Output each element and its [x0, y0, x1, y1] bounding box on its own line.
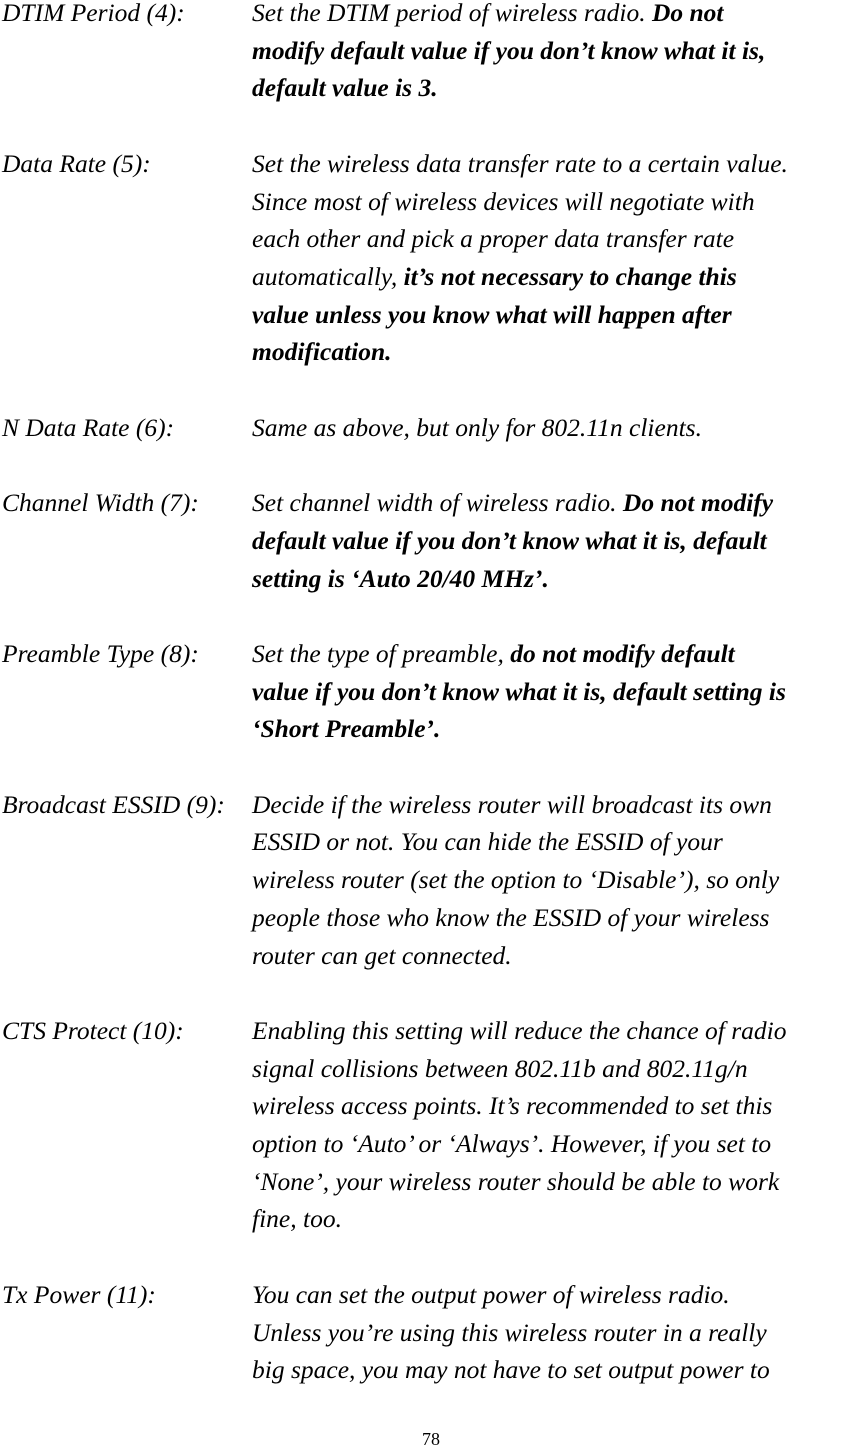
description-text: ‘None’, your wireless router should be able to work	[252, 1166, 780, 1196]
description-text: Set the wireless data transfer rate to a certain value.	[252, 148, 788, 178]
setting-description-line	[252, 1351, 770, 1389]
setting-label: Tx Power (11):	[2, 1279, 156, 1309]
setting-description-line	[252, 32, 765, 70]
setting-description-line	[252, 220, 734, 258]
setting-label: CTS Protect (10):	[2, 1015, 184, 1045]
description-text: big space, you may not have to set output power to	[252, 1355, 770, 1385]
setting-label: N Data Rate (6):	[2, 412, 175, 442]
setting-label: DTIM Period (4):	[2, 0, 185, 27]
emphasis-text: value unless you know what will happen after	[252, 299, 732, 329]
setting-description-line	[252, 333, 392, 371]
description-text: option to ‘Auto’ or ‘Always’. However, if you set to	[252, 1129, 772, 1158]
setting-description-line	[252, 0, 724, 32]
description-text: Since most of wireless devices will negotiate with	[252, 186, 755, 216]
description-text: wireless router (set the option to ‘Disable’), so only	[252, 865, 780, 895]
description-text: automatically,	[252, 261, 404, 291]
setting-description-line	[252, 183, 755, 221]
description-text: people those who know the ESSID of your wireless	[252, 902, 770, 932]
setting-description-line	[252, 522, 767, 560]
setting-description-line	[252, 296, 732, 334]
emphasis-text: modification.	[252, 337, 392, 367]
setting-description-line	[252, 673, 786, 711]
emphasis-text: default value if you don’t know what it is, default	[252, 525, 767, 555]
setting-description-line	[252, 786, 772, 824]
setting-description-line	[252, 1314, 767, 1352]
emphasis-text: it’s not necessary to change this	[403, 261, 737, 291]
page-number: 78	[422, 1429, 440, 1449]
setting-description-line	[252, 861, 779, 899]
description-text: Set the DTIM period of wireless radio.	[252, 0, 652, 27]
setting-description-line	[252, 710, 440, 748]
description-text: You can set the output power of wireless radio.	[252, 1279, 730, 1309]
setting-description-line	[252, 258, 737, 296]
description-text: Set channel width of wireless radio.	[252, 488, 623, 518]
description-text: Same as above, but only for 802.11n clients.	[252, 412, 702, 442]
emphasis-text: ‘Short Preamble’.	[252, 714, 441, 744]
emphasis-text: value if you don’t know what it is, default setting is	[252, 676, 786, 706]
setting-description-line	[252, 1163, 779, 1201]
emphasis-text: do not modify default	[510, 638, 735, 668]
description-text: signal collisions between 802.11b and 802.11g/n	[252, 1053, 748, 1083]
setting-label: Broadcast ESSID (9):	[2, 789, 225, 819]
description-text: Enabling this setting will reduce the chance of radio	[252, 1015, 787, 1045]
setting-label: Preamble Type (8):	[2, 638, 199, 668]
setting-description-line	[252, 1200, 342, 1238]
setting-description-line	[252, 823, 723, 861]
description-text: router can get connected.	[252, 940, 512, 970]
setting-description-line	[252, 1050, 748, 1088]
emphasis-text: modify default value if you don’t know what it is,	[252, 35, 766, 65]
description-text: Set the type of preamble,	[252, 638, 511, 668]
setting-description-line	[252, 937, 512, 975]
description-text: Unless you’re using this wireless router in a really	[252, 1317, 767, 1347]
setting-description-line	[252, 409, 702, 447]
description-text: fine, too.	[252, 1204, 342, 1234]
description-text: ESSID or not. You can hide the ESSID of your	[252, 827, 723, 857]
emphasis-text: default value is 3.	[252, 73, 438, 103]
setting-description-line	[252, 484, 773, 522]
setting-description-line	[252, 899, 769, 937]
setting-description-line	[252, 145, 788, 183]
emphasis-text: Do not	[651, 0, 724, 27]
description-text: Decide if the wireless router will broadcast its own	[252, 789, 772, 819]
emphasis-text: setting is ‘Auto 20/40 MHz’.	[252, 563, 549, 593]
setting-description-line	[252, 1276, 730, 1314]
setting-description-line	[252, 69, 438, 107]
setting-description-line	[252, 1087, 772, 1125]
setting-description-line	[252, 1012, 786, 1050]
emphasis-text: Do not modify	[622, 488, 774, 518]
setting-description-line	[252, 635, 735, 673]
description-text: wireless access points. It’s recommended to set this	[252, 1091, 773, 1121]
setting-label: Data Rate (5):	[2, 148, 151, 178]
setting-description-line	[252, 560, 549, 598]
setting-description-line	[252, 1125, 771, 1163]
description-text: each other and pick a proper data transfer rate	[252, 224, 735, 254]
setting-label: Channel Width (7):	[2, 488, 199, 518]
